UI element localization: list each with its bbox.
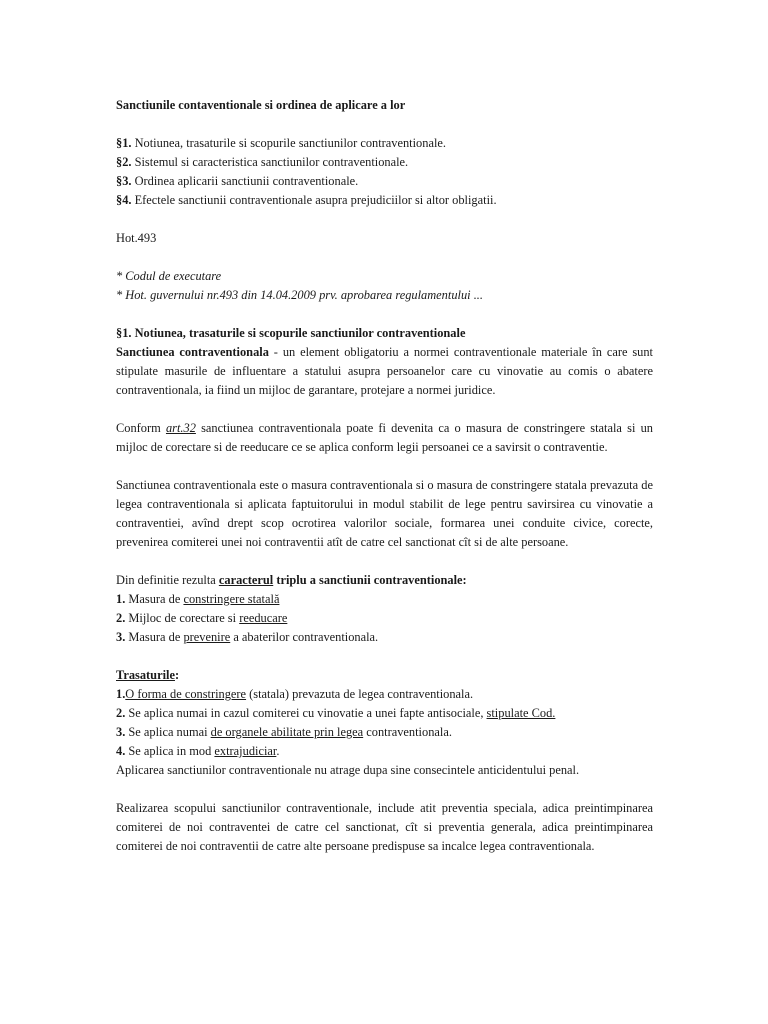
table-of-contents [116, 134, 653, 210]
note-2: * Hot. guvernului nr.493 din 14.04.2009 prv. aprobarea regulamentului ... [116, 288, 483, 302]
paragraph-scop: Realizarea scopului sanctiunilor contraventionale, include atit preventia speciala, adica preintimpinarea comiterei de noi contraventei de catre cel sanctionat, cît si preventia generala, adica preintimpinarea comiterei de noi contraventii de catre alte persoane predispuse sa incalce legea contraventionala. [116, 801, 653, 853]
article-32-link[interactable]: art.32 [165, 421, 196, 435]
reference-notes [116, 267, 653, 305]
triplu-lead: Din definitie rezulta caracterul triplu a sanctiunii contraventionale: [116, 573, 467, 587]
list-item: 1.O forma de constringere (statala) prevazuta de legea contraventionala. [116, 687, 474, 701]
document-title: Sanctiunile contaventionale si ordinea de aplicare a lor [116, 98, 406, 112]
list-item: 3. Masura de prevenire a abaterilor contraventionala. [116, 630, 379, 644]
list-item: 2. Se aplica numai in cazul comiterei cu vinovatie a unei fapte antisociale, stipulate Cod. [116, 706, 556, 720]
paragraph-definition: Sanctiunea contraventionala este o masura contraventionala si o masura de constringere statala prevazuta de legea contraventionala si aplicata faptuitorului in modul stabilit de lege pentru savirsirea cu vinovatie a contraventiei, avînd drept scop ocrotirea valorilor sociale, formarea unei conduite civice, corecte, prevenirea comiterei unei noi contraventii atît de catre cel sanctionat cît si de alte persoane. [116, 478, 653, 549]
toc-item-1: §1. Notiunea, trasaturile si scopurile sanctiunilor contraventionale. [116, 136, 446, 150]
trasaturile-closing: Aplicarea sanctiunilor contraventionale nu atrage dupa sine consecintele anticidentului penal. [116, 763, 580, 777]
list-item: 2. Mijloc de corectare si reeducare [116, 611, 288, 625]
paragraph-conform: Conform art.32 sanctiunea contraventionala poate fi devenita ca o masura de constringere statala si un mijloc de corectare si de reeducare ce se aplica conform legii persoanei ce a savirsit o contraventie. [116, 421, 653, 454]
triplu-caracter-list [116, 571, 653, 647]
toc-item-3: §3. Ordinea aplicarii sanctiunii contraventionale. [116, 174, 359, 188]
list-item: 4. Se aplica in mod extrajudiciar. [116, 744, 280, 758]
list-item: 1. Masura de constringere statală [116, 592, 280, 606]
section-1-definition: Sanctiunea contraventionala - un element obligatoriu a normei contraventionale materiale în care sunt stipulate masurile de influentare a statului asupra persoanelor care cu vinovatie au comis o abatere contraventionala, ia fiind un mijloc de garantare, protejare a normei juridice. [116, 345, 653, 397]
hot-label: Hot.493 [116, 231, 157, 245]
list-item: 3. Se aplica numai de organele abilitate prin legea contraventionala. [116, 725, 452, 739]
section-1 [116, 324, 653, 400]
section-1-heading: §1. Notiunea, trasaturile si scopurile sanctiunilor contraventionale [116, 326, 466, 340]
definition-term: Sanctiunea contraventionala [116, 345, 269, 359]
toc-item-4: §4. Efectele sanctiunii contraventionale asupra prejudiciilor si altor obligatii. [116, 193, 497, 207]
note-1: * Codul de executare [116, 269, 222, 283]
toc-item-2: §2. Sistemul si caracteristica sanctiunilor contraventionale. [116, 155, 409, 169]
trasaturile-heading: Trasaturile: [116, 668, 180, 682]
trasaturile-list [116, 666, 653, 780]
